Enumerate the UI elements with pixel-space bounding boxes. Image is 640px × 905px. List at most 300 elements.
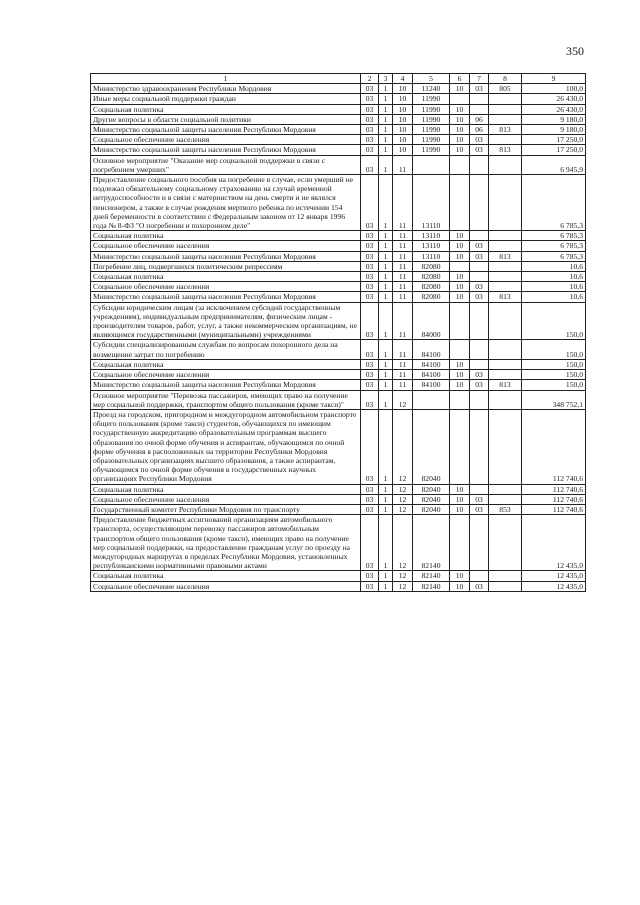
code-cell: 03 — [470, 145, 489, 155]
code-cell: 10 — [450, 251, 470, 261]
row-description: Проезд на городском, пригородном и междугородном автомобильном транспорте общего пользования (кроме такси) студентов, обучающихся по имеющим государственную аккредитацию образовательным программам высшего образования по очной форме обучения и аспирантам, обучающимся по очной форме обучения в расположенных на территории Республики Мордовия образовательных организациях высшего образования, а также аспирантам, обучающимся по очной форме обучения в государственных научных организациях Республики Мордовия — [91, 409, 361, 484]
code-cell: 10 — [450, 380, 470, 390]
code-cell: 82080 — [413, 261, 450, 271]
amount-cell: 112 740,6 — [522, 484, 586, 494]
code-cell: 03 — [361, 380, 379, 390]
code-cell: 03 — [361, 282, 379, 292]
code-cell — [470, 104, 489, 114]
code-cell: 10 — [450, 114, 470, 124]
row-description: Социальное обеспечение населения — [91, 370, 361, 380]
code-cell: 11 — [393, 302, 413, 340]
code-cell: 13110 — [413, 251, 450, 261]
code-cell: 03 — [361, 484, 379, 494]
code-cell — [450, 409, 470, 484]
code-cell — [470, 390, 489, 409]
code-cell: 1 — [379, 272, 393, 282]
code-cell — [489, 390, 522, 409]
column-header: 4 — [393, 74, 413, 84]
code-cell: 1 — [379, 302, 393, 340]
code-cell: 12 — [393, 581, 413, 591]
amount-cell: 10,6 — [522, 261, 586, 271]
code-cell: 11 — [393, 155, 413, 174]
code-cell — [489, 155, 522, 174]
row-description: Министерство социальной защиты населения Республики Мордовия — [91, 380, 361, 390]
amount-cell: 150,0 — [522, 380, 586, 390]
code-cell: 1 — [379, 104, 393, 114]
code-cell: 13110 — [413, 175, 450, 231]
code-cell: 1 — [379, 231, 393, 241]
table-row — [91, 261, 586, 271]
code-cell: 1 — [379, 390, 393, 409]
amount-cell: 6 945,9 — [522, 155, 586, 174]
table-row — [91, 340, 586, 359]
code-cell: 03 — [361, 175, 379, 231]
code-cell — [470, 175, 489, 231]
code-cell — [450, 94, 470, 104]
amount-cell: 12 435,0 — [522, 581, 586, 591]
code-cell — [489, 359, 522, 369]
code-cell: 82040 — [413, 484, 450, 494]
table-row — [91, 515, 586, 571]
code-cell: 1 — [379, 380, 393, 390]
amount-cell: 112 740,6 — [522, 504, 586, 514]
code-cell: 03 — [470, 251, 489, 261]
code-cell: 03 — [361, 504, 379, 514]
code-cell: 10 — [450, 84, 470, 94]
row-description: Социальное обеспечение населения — [91, 241, 361, 251]
row-description: Предоставление социального пособия на погребение в случае, если умерший не подлежал обязательному социальному страхованию на случай временной нетрудоспособности и в связи с материнством на день смерти и не являлся пенсионером, а также в случае рождения мертвого ребенка по истечении 154 дней беременности в соответствии с Федеральным законом от 12 января 1996 года № 8-ФЗ "О погребении и похоронном деле" — [91, 175, 361, 231]
row-description: Министерство социальной защиты населения Республики Мордовия — [91, 145, 361, 155]
code-cell — [470, 261, 489, 271]
column-header: 7 — [470, 74, 489, 84]
code-cell: 10 — [393, 145, 413, 155]
code-cell: 03 — [361, 494, 379, 504]
code-cell: 11990 — [413, 114, 450, 124]
code-cell: 03 — [470, 494, 489, 504]
amount-cell: 26 430,0 — [522, 94, 586, 104]
code-cell: 12 — [393, 484, 413, 494]
code-cell: 1 — [379, 145, 393, 155]
table-row — [91, 359, 586, 369]
code-cell: 1 — [379, 504, 393, 514]
code-cell: 1 — [379, 581, 393, 591]
amount-cell: 112 740,6 — [522, 409, 586, 484]
amount-cell: 6 785,3 — [522, 241, 586, 251]
code-cell: 10 — [393, 94, 413, 104]
row-description: Основное мероприятие "Перевозка пассажиров, имеющих право на получение мер социальной поддержки, транспортом общего пользования (кроме такси)" — [91, 390, 361, 409]
code-cell: 1 — [379, 155, 393, 174]
code-cell: 10 — [393, 84, 413, 94]
row-description: Министерство социальной защиты населения Республики Мордовия — [91, 292, 361, 302]
code-cell: 10 — [450, 581, 470, 591]
amount-cell: 17 250,0 — [522, 145, 586, 155]
code-cell: 03 — [361, 340, 379, 359]
code-cell: 84100 — [413, 340, 450, 359]
code-cell: 03 — [361, 251, 379, 261]
code-cell: 03 — [361, 104, 379, 114]
code-cell — [489, 104, 522, 114]
column-header: 2 — [361, 74, 379, 84]
code-cell: 12 — [393, 571, 413, 581]
code-cell: 10 — [450, 241, 470, 251]
code-cell — [489, 94, 522, 104]
code-cell — [489, 282, 522, 292]
code-cell — [470, 302, 489, 340]
amount-cell: 6 785,3 — [522, 175, 586, 231]
code-cell: 10 — [450, 104, 470, 114]
code-cell: 03 — [361, 114, 379, 124]
code-cell: 11990 — [413, 104, 450, 114]
amount-cell: 12 435,0 — [522, 515, 586, 571]
code-cell: 82140 — [413, 515, 450, 571]
code-cell: 82140 — [413, 571, 450, 581]
code-cell — [489, 241, 522, 251]
code-cell: 03 — [361, 390, 379, 409]
code-cell: 82040 — [413, 504, 450, 514]
row-description: Предоставление бюджетных ассигнований организациям автомобильного транспорта, осуществляющим перевозку пассажиров автомобильным транспортом общего пользования (кроме такси), имеющих право на получение мер социальной поддержки, на предоставление гражданам услуг по проезду на междугородных маршрутах в пределах Республики Мордовия, установленных республиканскими нормативными правовыми актами — [91, 515, 361, 571]
code-cell: 11 — [393, 231, 413, 241]
amount-cell: 10,6 — [522, 292, 586, 302]
table-row — [91, 231, 586, 241]
code-cell: 813 — [489, 292, 522, 302]
table-row — [91, 135, 586, 145]
code-cell: 03 — [470, 282, 489, 292]
code-cell: 03 — [470, 84, 489, 94]
code-cell: 03 — [361, 302, 379, 340]
table-row — [91, 175, 586, 231]
code-cell: 813 — [489, 380, 522, 390]
code-cell: 10 — [393, 125, 413, 135]
budget-table — [90, 73, 586, 592]
code-cell — [489, 571, 522, 581]
table-row — [91, 504, 586, 514]
code-cell: 82080 — [413, 282, 450, 292]
code-cell: 03 — [361, 370, 379, 380]
table-row — [91, 241, 586, 251]
table-header-row — [91, 74, 586, 84]
code-cell: 06 — [470, 114, 489, 124]
amount-cell: 100,0 — [522, 84, 586, 94]
amount-cell: 17 250,0 — [522, 135, 586, 145]
code-cell: 03 — [470, 135, 489, 145]
table-row — [91, 571, 586, 581]
row-description: Основное мероприятие "Оказание мер социальной поддержки в связи с погребением умерших" — [91, 155, 361, 174]
code-cell: 1 — [379, 340, 393, 359]
row-description: Социальное обеспечение населения — [91, 581, 361, 591]
code-cell: 03 — [361, 155, 379, 174]
code-cell: 11 — [393, 370, 413, 380]
code-cell: 805 — [489, 84, 522, 94]
code-cell: 10 — [450, 571, 470, 581]
code-cell: 11 — [393, 272, 413, 282]
code-cell: 10 — [450, 231, 470, 241]
code-cell — [489, 409, 522, 484]
code-cell: 853 — [489, 504, 522, 514]
code-cell — [413, 155, 450, 174]
code-cell — [450, 155, 470, 174]
table-row — [91, 390, 586, 409]
code-cell: 1 — [379, 125, 393, 135]
row-description: Социальное обеспечение населения — [91, 494, 361, 504]
code-cell: 03 — [361, 84, 379, 94]
code-cell: 03 — [470, 241, 489, 251]
code-cell — [489, 231, 522, 241]
code-cell — [489, 135, 522, 145]
code-cell: 11 — [393, 251, 413, 261]
code-cell: 12 — [393, 494, 413, 504]
code-cell: 82080 — [413, 292, 450, 302]
code-cell: 03 — [361, 145, 379, 155]
code-cell: 10 — [450, 282, 470, 292]
code-cell: 10 — [393, 135, 413, 145]
amount-cell: 10,6 — [522, 272, 586, 282]
code-cell — [470, 155, 489, 174]
page-number: 350 — [566, 44, 584, 58]
code-cell — [450, 302, 470, 340]
code-cell: 13110 — [413, 231, 450, 241]
code-cell: 813 — [489, 125, 522, 135]
column-header: 6 — [450, 74, 470, 84]
amount-cell: 26 430,0 — [522, 104, 586, 114]
code-cell: 03 — [470, 292, 489, 302]
table-row — [91, 409, 586, 484]
amount-cell: 150,0 — [522, 370, 586, 380]
code-cell — [489, 175, 522, 231]
row-description: Государственный комитет Республики Мордовия по транспорту — [91, 504, 361, 514]
code-cell: 84100 — [413, 380, 450, 390]
code-cell: 10 — [450, 370, 470, 380]
code-cell — [470, 359, 489, 369]
code-cell: 11990 — [413, 94, 450, 104]
code-cell — [470, 340, 489, 359]
table-row — [91, 94, 586, 104]
code-cell — [470, 94, 489, 104]
code-cell: 03 — [361, 94, 379, 104]
code-cell: 11990 — [413, 145, 450, 155]
row-description: Погребение лиц, подвергшихся политическим репрессиям — [91, 261, 361, 271]
code-cell — [450, 390, 470, 409]
code-cell — [489, 581, 522, 591]
code-cell: 1 — [379, 494, 393, 504]
code-cell: 1 — [379, 175, 393, 231]
code-cell: 1 — [379, 409, 393, 484]
row-description: Министерство социальной защиты населения Республики Мордовия — [91, 251, 361, 261]
table-row — [91, 282, 586, 292]
code-cell: 1 — [379, 292, 393, 302]
amount-cell: 6 785,3 — [522, 231, 586, 241]
code-cell: 82080 — [413, 272, 450, 282]
amount-cell: 12 435,0 — [522, 571, 586, 581]
table-row — [91, 370, 586, 380]
code-cell: 1 — [379, 359, 393, 369]
code-cell — [413, 390, 450, 409]
code-cell: 12 — [393, 515, 413, 571]
code-cell — [489, 261, 522, 271]
code-cell: 03 — [361, 125, 379, 135]
code-cell: 11240 — [413, 84, 450, 94]
code-cell: 12 — [393, 504, 413, 514]
code-cell: 03 — [361, 292, 379, 302]
row-description: Социальная политика — [91, 359, 361, 369]
code-cell: 03 — [361, 135, 379, 145]
code-cell: 11990 — [413, 135, 450, 145]
code-cell: 10 — [393, 114, 413, 124]
column-header: 1 — [91, 74, 361, 84]
row-description: Социальная политика — [91, 571, 361, 581]
code-cell: 03 — [361, 581, 379, 591]
row-description: Другие вопросы в области социальной политики — [91, 114, 361, 124]
code-cell: 13110 — [413, 241, 450, 251]
code-cell: 03 — [361, 515, 379, 571]
code-cell: 10 — [450, 145, 470, 155]
code-cell: 12 — [393, 409, 413, 484]
code-cell: 1 — [379, 241, 393, 251]
code-cell — [489, 484, 522, 494]
code-cell: 11 — [393, 261, 413, 271]
row-description: Субсидии юридическим лицам (за исключением субсидий государственным учреждениям), индивидуальным предпринимателям, физическим лицам - производителям товаров, работ, услуг, а также некоммерческим организациям, не являющимся государственными (муниципальными) учреждениями — [91, 302, 361, 340]
row-description: Социальная политика — [91, 272, 361, 282]
table-row — [91, 114, 586, 124]
amount-cell: 10,6 — [522, 282, 586, 292]
code-cell: 11 — [393, 340, 413, 359]
code-cell: 10 — [450, 484, 470, 494]
row-description: Социальная политика — [91, 231, 361, 241]
code-cell — [470, 231, 489, 241]
code-cell: 1 — [379, 515, 393, 571]
amount-cell: 9 180,0 — [522, 125, 586, 135]
table-row — [91, 380, 586, 390]
amount-cell: 9 180,0 — [522, 114, 586, 124]
code-cell: 11 — [393, 292, 413, 302]
code-cell — [470, 515, 489, 571]
code-cell: 1 — [379, 84, 393, 94]
code-cell: 1 — [379, 261, 393, 271]
row-description: Иные меры социальной поддержки граждан — [91, 94, 361, 104]
code-cell — [450, 175, 470, 231]
code-cell: 03 — [361, 409, 379, 484]
table-row — [91, 104, 586, 114]
column-header: 3 — [379, 74, 393, 84]
code-cell: 03 — [470, 504, 489, 514]
row-description: Социальное обеспечение населения — [91, 282, 361, 292]
code-cell — [450, 515, 470, 571]
code-cell: 11 — [393, 282, 413, 292]
code-cell: 03 — [361, 241, 379, 251]
code-cell: 11 — [393, 241, 413, 251]
code-cell: 84000 — [413, 302, 450, 340]
code-cell: 11 — [393, 380, 413, 390]
code-cell: 82140 — [413, 581, 450, 591]
code-cell: 03 — [361, 359, 379, 369]
code-cell: 11 — [393, 175, 413, 231]
table-row — [91, 292, 586, 302]
row-description: Социальное обеспечение населения — [91, 135, 361, 145]
code-cell — [489, 515, 522, 571]
table-row — [91, 484, 586, 494]
code-cell: 06 — [470, 125, 489, 135]
code-cell — [489, 340, 522, 359]
code-cell: 1 — [379, 114, 393, 124]
code-cell — [489, 494, 522, 504]
table-row — [91, 251, 586, 261]
code-cell: 82040 — [413, 494, 450, 504]
code-cell: 10 — [450, 292, 470, 302]
code-cell: 10 — [450, 504, 470, 514]
code-cell: 1 — [379, 571, 393, 581]
code-cell — [470, 484, 489, 494]
amount-cell: 150,0 — [522, 302, 586, 340]
code-cell: 03 — [470, 370, 489, 380]
code-cell: 1 — [379, 484, 393, 494]
code-cell: 03 — [470, 581, 489, 591]
code-cell: 84100 — [413, 359, 450, 369]
table-row — [91, 581, 586, 591]
code-cell — [489, 370, 522, 380]
row-description: Министерство социальной защиты населения Республики Мордовия — [91, 125, 361, 135]
code-cell — [450, 340, 470, 359]
table-row — [91, 84, 586, 94]
table-row — [91, 272, 586, 282]
code-cell — [470, 571, 489, 581]
amount-cell: 6 785,3 — [522, 251, 586, 261]
code-cell: 10 — [393, 104, 413, 114]
code-cell — [489, 302, 522, 340]
code-cell: 12 — [393, 390, 413, 409]
row-description: Министерство здравоохранения Республики Мордовия — [91, 84, 361, 94]
amount-cell: 348 752,1 — [522, 390, 586, 409]
code-cell: 10 — [450, 494, 470, 504]
code-cell: 11 — [393, 359, 413, 369]
code-cell: 1 — [379, 282, 393, 292]
amount-cell: 150,0 — [522, 340, 586, 359]
code-cell — [489, 114, 522, 124]
code-cell — [489, 272, 522, 282]
code-cell: 10 — [450, 272, 470, 282]
row-description: Социальная политика — [91, 484, 361, 494]
table-row — [91, 145, 586, 155]
code-cell — [470, 409, 489, 484]
code-cell — [470, 272, 489, 282]
code-cell: 813 — [489, 145, 522, 155]
code-cell: 03 — [361, 231, 379, 241]
table-row — [91, 302, 586, 340]
row-description: Социальная политика — [91, 104, 361, 114]
code-cell: 813 — [489, 251, 522, 261]
code-cell: 10 — [450, 135, 470, 145]
code-cell — [450, 261, 470, 271]
code-cell: 1 — [379, 251, 393, 261]
code-cell: 03 — [470, 380, 489, 390]
code-cell: 10 — [450, 359, 470, 369]
amount-cell: 112 740,6 — [522, 494, 586, 504]
code-cell: 1 — [379, 370, 393, 380]
table-row — [91, 494, 586, 504]
column-header: 5 — [413, 74, 450, 84]
table-row — [91, 125, 586, 135]
code-cell: 1 — [379, 94, 393, 104]
column-header: 9 — [522, 74, 586, 84]
code-cell: 03 — [361, 571, 379, 581]
code-cell: 84100 — [413, 370, 450, 380]
column-header: 8 — [489, 74, 522, 84]
code-cell: 03 — [361, 261, 379, 271]
row-description: Субсидии специализированным службам по вопросам похоронного дела на возмещение затрат по погребению — [91, 340, 361, 359]
code-cell: 03 — [361, 272, 379, 282]
code-cell: 10 — [450, 125, 470, 135]
table-row — [91, 155, 586, 174]
amount-cell: 150,0 — [522, 359, 586, 369]
code-cell: 11990 — [413, 125, 450, 135]
